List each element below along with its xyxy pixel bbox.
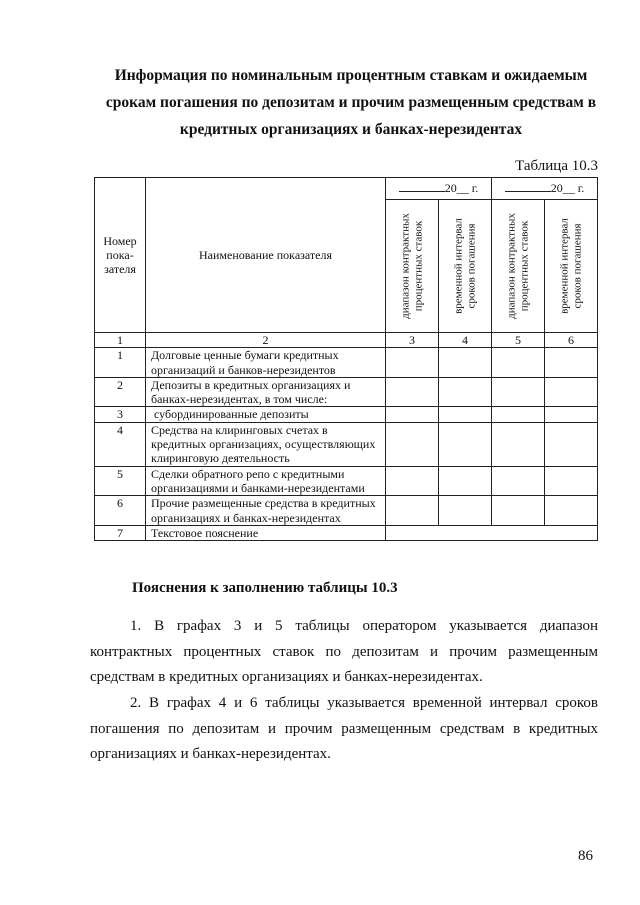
table-row <box>95 422 598 466</box>
table-cell <box>386 422 439 466</box>
table-cell <box>545 377 598 407</box>
table-number: Таблица 10.3 <box>515 158 598 174</box>
table-cell <box>386 466 439 496</box>
table-cell <box>545 407 598 422</box>
table-cell <box>386 496 439 526</box>
header-period-1: 20__ г. <box>386 178 492 200</box>
header-col-name: Наименование показателя <box>146 178 386 333</box>
table-row <box>95 496 598 526</box>
table-cell <box>545 496 598 526</box>
col-number: 6 <box>545 333 598 348</box>
col-number: 1 <box>95 333 146 348</box>
table-cell <box>492 377 545 407</box>
table-cell <box>439 466 492 496</box>
row-name: Сделки обратного репо с кредитными организациями и банками-нерезидентами <box>146 466 386 496</box>
row-number: 7 <box>95 525 146 540</box>
column-number-row <box>95 333 598 348</box>
table-row <box>95 348 598 378</box>
row-name: Прочие размещенные средства в кредитных организациях и банках-нерезидентах <box>146 496 386 526</box>
table-row <box>95 466 598 496</box>
table-cell <box>439 377 492 407</box>
row-number: 6 <box>95 496 146 526</box>
header-rate-range-2: диапазон контрактных процентных ставок <box>492 200 545 333</box>
table-row <box>95 377 598 407</box>
table-cell <box>439 407 492 422</box>
table-cell <box>492 466 545 496</box>
table-cell <box>386 377 439 407</box>
table-cell <box>545 466 598 496</box>
title-line: кредитных организациях и банках-нерезидентах <box>179 121 523 138</box>
table-cell <box>545 422 598 466</box>
header-period-2: 20__ г. <box>492 178 598 200</box>
table-cell <box>492 407 545 422</box>
row-number: 3 <box>95 407 146 422</box>
table-cell <box>386 525 598 540</box>
row-name: Текстовое пояснение <box>146 525 386 540</box>
col-number: 4 <box>439 333 492 348</box>
row-number: 5 <box>95 466 146 496</box>
row-name: Средства на клиринговых счетах в кредитных организациях, осуществляющих клиринговую деятельность <box>146 422 386 466</box>
table-cell <box>439 422 492 466</box>
title-line: срокам погашения по депозитам и прочим размещенным средствам в <box>105 94 597 111</box>
page-number: 86 <box>578 848 593 864</box>
table-cell <box>386 348 439 378</box>
table-cell <box>439 348 492 378</box>
col-number: 5 <box>492 333 545 348</box>
table-cell <box>492 496 545 526</box>
row-name: субординированные депозиты <box>146 407 386 422</box>
row-name: Депозиты в кредитных организациях и банках-нерезидентах, в том числе: <box>146 377 386 407</box>
col-number: 3 <box>386 333 439 348</box>
table-cell <box>492 348 545 378</box>
row-number: 4 <box>95 422 146 466</box>
title-line: Информация по номинальным процентным ставкам и ожидаемым <box>114 67 588 84</box>
table-cell <box>439 496 492 526</box>
paragraph: 2. В графах 4 и 6 таблицы указывается временной интервал сроков погашения по депозитам и прочим размещенным средствам в кредитных организациях и банках-нерезидентах. <box>90 695 598 762</box>
table-cell <box>386 407 439 422</box>
header-col-number: Номер пока-зателя <box>95 178 146 333</box>
indicators-table <box>94 177 598 541</box>
header-maturity-interval-2: временной интервал сроков погашения <box>545 200 598 333</box>
row-number: 2 <box>95 377 146 407</box>
section-title: Пояснения к заполнению таблицы 10.3 <box>132 580 398 596</box>
document-title <box>60 62 640 143</box>
table-cell <box>492 422 545 466</box>
header-maturity-interval-1: временной интервал сроков погашения <box>439 200 492 333</box>
row-name: Долговые ценные бумаги кредитных организаций и банков-нерезидентов <box>146 348 386 378</box>
table-row <box>95 525 598 540</box>
paragraph: 1. В графах 3 и 5 таблицы оператором указывается диапазон контрактных процентных ставок по депозитам и прочим размещенным средствам в кредитных организациях и банках-нерезидентах. <box>90 618 598 685</box>
table-cell <box>545 348 598 378</box>
col-number: 2 <box>146 333 386 348</box>
row-number: 1 <box>95 348 146 378</box>
header-rate-range-1: диапазон контрактных процентных ставок <box>386 200 439 333</box>
table-row <box>95 407 598 422</box>
